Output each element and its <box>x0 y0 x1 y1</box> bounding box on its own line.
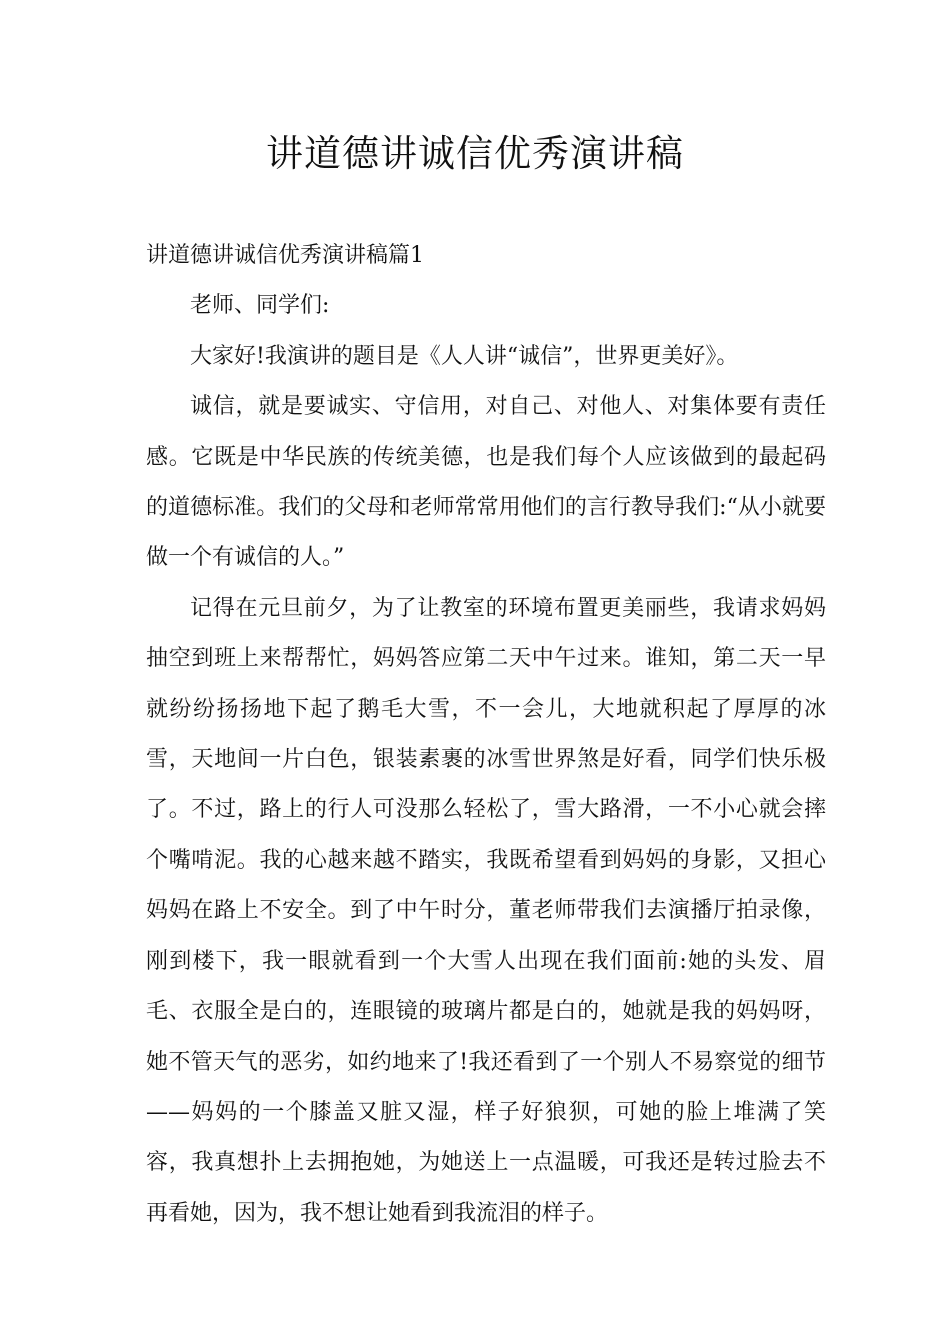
greeting-paragraph: 大家好!我演讲的题目是《人人讲“诚信”，世界更美好》。 <box>190 343 739 369</box>
section-heading: 讲道德讲诚信优秀演讲稿篇1 <box>146 243 424 268</box>
integrity-paragraph: 诚信，就是要诚实、守信用，对自己、对他人、对集体要有责任感。它既是中华民族的传统美德，也是我们每个人应该做到的最起码的道德标准。我们的父母和老师常常用他们的言行教导我们:“从小就要做一个有诚信的人。” <box>146 394 826 571</box>
story-paragraph: 记得在元旦前夕，为了让教室的环境布置更美丽些，我请求妈妈抽空到班上来帮帮忙，妈妈答应第二天中午过来。谁知，第二天一早就纷纷扬扬地下起了鹅毛大雪，不一会儿，大地就积起了厚厚的冰雪，天地间一片白色，银装素裹的冰雪世界煞是好看，同学们快乐极了。不过，路上的行人可没那么轻松了，雪大路滑，一不小心就会摔个嘴啃泥。我的心越来越不踏实，我既希望看到妈妈的身影，又担心妈妈在路上不安全。到了中午时分，董老师带我们去演播厅拍录像，刚到楼下，我一眼就看到一个大雪人出现在我们面前:她的头发、眉毛、衣服全是白的，连眼镜的玻璃片都是白的，她就是我的妈妈呀，她不管天气的恶劣，如约地来了!我还看到了一个别人不易察觉的细节——妈妈的一个膝盖又脏又湿，样子好狼狈，可她的脸上堆满了笑容，我真想扑上去拥抱她，为她送上一点温暖，可我还是转过脸去不再看她，因为，我不想让她看到我流泪的样子。 <box>146 595 826 1226</box>
salutation-paragraph: 老师、同学们: <box>190 293 330 319</box>
document-title: 讲道德讲诚信优秀演讲稿 <box>266 132 684 175</box>
document-body <box>146 231 826 1239</box>
